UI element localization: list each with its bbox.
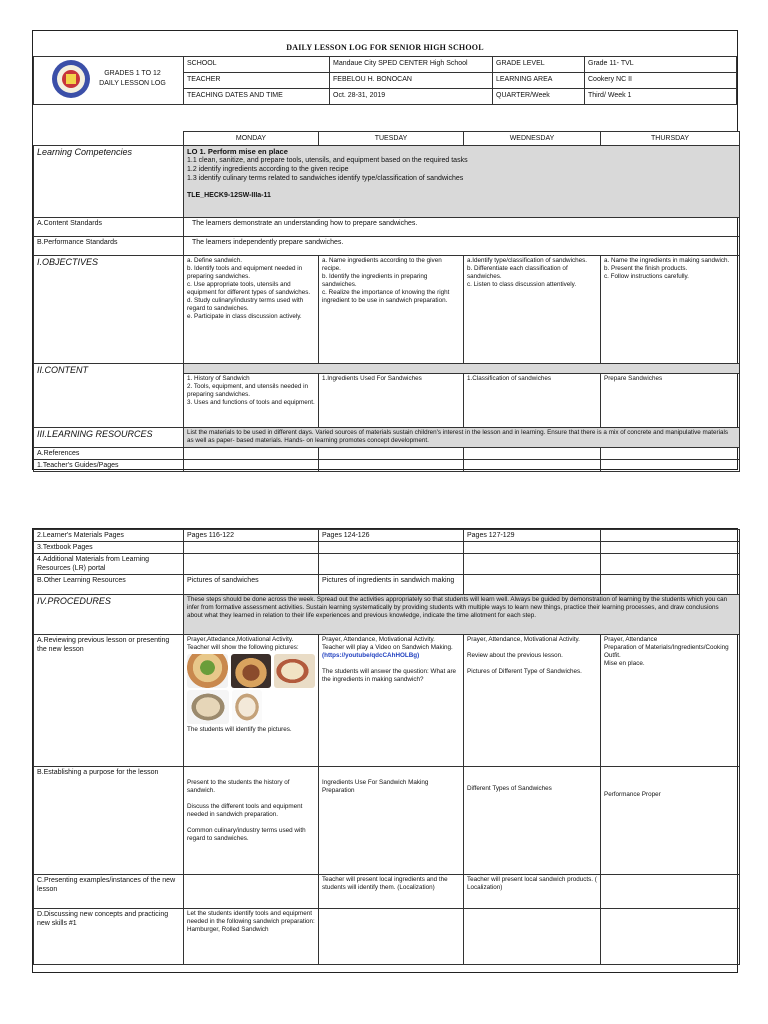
log-title: DAILY LESSON LOG xyxy=(99,79,166,87)
objectives-tuesday: a. Name ingredients according to the given recipe. b. Identify the ingredients in preparing sandwiches. c. Realize the importance of knowing the right ingredient to be use in sandwich preparation. xyxy=(319,256,464,364)
cell xyxy=(464,575,601,595)
other-monday: Pictures of sandwiches xyxy=(184,575,319,595)
field-value: FEBELOU H. BONOCAN xyxy=(330,73,493,89)
content-shade-bar xyxy=(184,364,740,374)
section-label: IV.PROCEDURES xyxy=(34,595,184,635)
objectives-monday: a. Define sandwich. b. Identify tools and equipment needed in preparing sandwiches. c. Use appropriate tools, utensils and equipment for different types of sandwiches. d. Study culinary/industry terms used with regard to sandwiches. e. Participate in class discussion actively. xyxy=(184,256,319,364)
field-label: SCHOOL xyxy=(184,57,330,73)
lm-tuesday: Pages 124-126 xyxy=(319,530,464,542)
review-tuesday xyxy=(319,635,464,767)
grades-title: GRADES 1 TO 12 xyxy=(104,69,161,77)
cell xyxy=(601,542,740,554)
cell xyxy=(319,554,464,575)
cell xyxy=(464,554,601,575)
day-header: MONDAY xyxy=(184,132,319,146)
wrap-photo-icon xyxy=(274,654,315,688)
discussing-monday: Let the students identify tools and equipment needed in the following sandwich preparation: Hamburger, Rolled Sandwich xyxy=(184,909,319,965)
deped-seal-icon xyxy=(51,59,91,99)
competency-item: 1.3 identify culinary terms related to sandwiches identify type/classification of sandwiches xyxy=(187,175,464,182)
lesson-table-page1 xyxy=(33,131,740,472)
field-value: Oct. 28-31, 2019 xyxy=(330,89,493,105)
cell xyxy=(601,909,740,965)
field-value: Mandaue City SPED CENTER High School xyxy=(330,57,493,73)
performance-standards-text: The learners independently prepare sandwiches. xyxy=(184,237,740,256)
logo-cell xyxy=(34,57,184,105)
page-two xyxy=(32,528,738,973)
page-one xyxy=(32,30,738,470)
row-label: B.Establishing a purpose for the lesson xyxy=(34,767,184,875)
content-thursday: Prepare Sandwiches xyxy=(601,374,740,428)
header-table xyxy=(33,56,737,105)
row-label: A.References xyxy=(34,448,184,460)
row-label: C.Presenting examples/instances of the new lesson xyxy=(34,875,184,909)
procedures-text: These steps should be done across the week. Spread out the activities appropriately so that students will learn well. Always be guided by demonstration of learning by the students which you can infer from formative assessment activities. Sustain learning systematically by providing students with multiple ways to learn new things, practice their learning processes, and draw conclusions about what they learned in relation to their life experiences and previous knowledge, indicate the time allotment for each step. xyxy=(184,595,740,635)
lesson-table-page2 xyxy=(33,529,740,965)
section-label: II.CONTENT xyxy=(34,364,184,428)
row-label: 3.Textbook Pages xyxy=(34,542,184,554)
cell xyxy=(464,542,601,554)
purpose-wednesday: Different Types of Sandwiches xyxy=(464,767,601,875)
field-label: LEARNING AREA xyxy=(493,73,585,89)
review-thursday: Prayer, Attendance Preparation of Materials/Ingredients/Cooking Outfit. Mise en place. xyxy=(601,635,740,767)
content-monday: 1. History of Sandwich 2. Tools, equipment, and utensils needed in preparing sandwiches. 3. Uses and functions of tools and equipment. xyxy=(184,374,319,428)
field-label: GRADE LEVEL xyxy=(493,57,585,73)
competency-item: 1.1 clean, sanitize, and prepare tools, utensils, and equipment based on the required tasks xyxy=(187,157,468,164)
row-label: 2.Learner's Materials Pages xyxy=(34,530,184,542)
row-label: D.Discussing new concepts and practicing new skills #1 xyxy=(34,909,184,965)
cell xyxy=(601,575,740,595)
review-monday xyxy=(184,635,319,767)
competency-code: TLE_HECK9-12SW-IIIa-11 xyxy=(187,192,271,199)
objectives-thursday: a. Name the ingredients in making sandwich. b. Present the finish products. c. Follow instructions carefully. xyxy=(601,256,740,364)
cell xyxy=(601,554,740,575)
content-standards-text: The learners demonstrate an understanding how to prepare sandwiches. xyxy=(184,218,740,237)
objectives-wednesday: a.Identify type/classification of sandwiches. b. Differentiate each classification of sandwiches. c. Listen to class discussion attentively. xyxy=(464,256,601,364)
cell xyxy=(184,460,319,472)
cell xyxy=(464,460,601,472)
competency-item: 1.2 identify ingredients according to the given recipe xyxy=(187,166,349,173)
field-value: Cookery NC II xyxy=(585,73,737,89)
blank-cell xyxy=(34,132,184,146)
cell xyxy=(184,875,319,909)
cell xyxy=(601,460,740,472)
review-tuesday-top: Prayer, Attendance, Motivational Activity. Teacher will play a Video on Sandwich Making. xyxy=(322,636,453,651)
day-header: WEDNESDAY xyxy=(464,132,601,146)
lm-monday: Pages 116-122 xyxy=(184,530,319,542)
row-label: B.Performance Standards xyxy=(34,237,184,256)
learning-resources-text: List the materials to be used in different days. Varied sources of materials sustain children's interest in the lesson and in learning. Ensure that there is a mix of concrete and manipulative materials as well as paper- based materials. Hands- on learning promotes concept development. xyxy=(184,428,740,448)
review-wednesday: Prayer, Attendance, Motivational Activity. Review about the previous lesson. Pictures of Different Type of Sandwiches. xyxy=(464,635,601,767)
rolled-sandwich-photo-icon xyxy=(187,690,229,724)
cell xyxy=(601,875,740,909)
examples-tuesday: Teacher will present local ingredients and the students will identify them. (Localization) xyxy=(319,875,464,909)
lo-title: LO 1. Perform mise en place xyxy=(187,147,288,156)
review-tuesday-bottom: The students will answer the question: What are the ingredients in making sandwich? xyxy=(322,668,457,683)
cell xyxy=(319,460,464,472)
review-monday-bottom: The students will identify the pictures. xyxy=(187,726,292,733)
row-label: 1.Teacher's Guides/Pages xyxy=(34,460,184,472)
sub-sandwich-photo-icon xyxy=(232,690,262,724)
field-label: QUARTER/Week xyxy=(493,89,585,105)
cell xyxy=(601,448,740,460)
sandwich-pictures xyxy=(187,654,315,688)
review-monday-top: Prayer,Attedance,Motivational Activity. Teacher will show the following pictures: xyxy=(187,636,299,651)
purpose-monday: Present to the students the history of sandwich. Discuss the different tools and equipment needed in sandwich preparation. Common culinary/industry terms used with regard to sandwiches. xyxy=(184,767,319,875)
section-label: I.OBJECTIVES xyxy=(34,256,184,364)
field-label: TEACHING DATES AND TIME xyxy=(184,89,330,105)
other-tuesday: Pictures of ingredients in sandwich making xyxy=(319,575,464,595)
field-value: Grade 11- TVL xyxy=(585,57,737,73)
sandwich-photo-icon xyxy=(187,654,228,688)
cell xyxy=(319,909,464,965)
cell xyxy=(464,448,601,460)
row-label: B.Other Learning Resources xyxy=(34,575,184,595)
content-tuesday: 1.Ingredients Used For Sandwiches xyxy=(319,374,464,428)
cell xyxy=(464,909,601,965)
day-header: TUESDAY xyxy=(319,132,464,146)
lm-wednesday: Pages 127-129 xyxy=(464,530,601,542)
purpose-tuesday: Ingredients Use For Sandwich Making Preparation xyxy=(319,767,464,875)
row-label: A.Content Standards xyxy=(34,218,184,237)
row-label: A.Reviewing previous lesson or presenting the new lesson xyxy=(34,635,184,767)
burger-photo-icon xyxy=(231,654,272,688)
examples-wednesday: Teacher will present local sandwich products. ( Localization) xyxy=(464,875,601,909)
section-label: Learning Competencies xyxy=(34,146,184,218)
content-wednesday: 1.Classification of sandwiches xyxy=(464,374,601,428)
cell xyxy=(184,448,319,460)
field-label: TEACHER xyxy=(184,73,330,89)
document-title: DAILY LESSON LOG FOR SENIOR HIGH SCHOOL xyxy=(286,43,484,52)
sandwich-pictures-row2 xyxy=(187,690,315,724)
row-label: 4.Additional Materials from Learning Resources (LR) portal xyxy=(34,554,184,575)
purpose-thursday: Performance Proper xyxy=(601,767,740,875)
cell xyxy=(319,448,464,460)
cell xyxy=(184,542,319,554)
section-label: III.LEARNING RESOURCES xyxy=(34,428,184,448)
field-value: Third/ Week 1 xyxy=(585,89,737,105)
video-link[interactable]: (https://youtube/qdcCAhHOLBg) xyxy=(322,652,420,659)
day-header: THURSDAY xyxy=(601,132,740,146)
cell xyxy=(319,542,464,554)
competencies-cell xyxy=(184,146,740,218)
cell xyxy=(601,530,740,542)
cell xyxy=(184,554,319,575)
